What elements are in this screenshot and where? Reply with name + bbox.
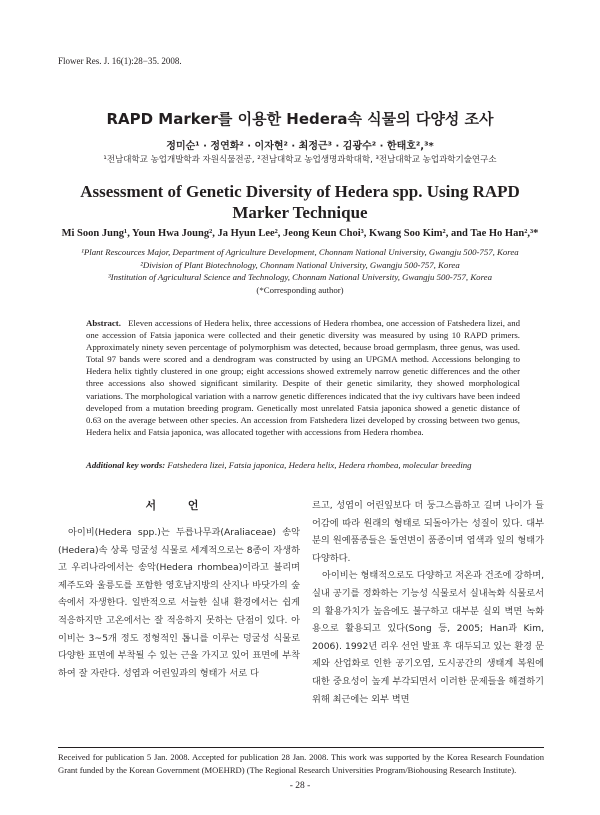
korean-title: RAPD Marker를 이용한 Hedera속 식물의 다양성 조사 xyxy=(106,110,494,128)
english-authors: Mi Soon Jung¹, Youn Hwa Joung², Ja Hyun Lee², Jeong Keun Choi³, Kwang Soo Kim², and Tae Ho Han²,³* xyxy=(61,228,539,239)
affiliation-3: ³Institution of Agricultural Science and Technology, Chonnam National University, Gwangju 500-757, Korea xyxy=(108,272,492,282)
body-paragraph: 아이비(Hedera spp.)는 두릅나무과(Araliaceae) 송악(Hedera)속 상록 덩굴성 식물로 세계적으로는 8종이 자생하고 우리나라에서는 송악(Hedera rhombea)이라고 불리며 제주도와 울릉도를 포함한 영호남지방의 산지나 바닷가의 숲 속에서 자생한다. 일반적으로 서늘한 실내 환경에서는 쉽게 적응하지만 고온에서는 잘 적응하지 못하는 단점이 있다. 아이비는 3~5개 정도 정형적인 톱니를 이루는 덩굴성 식물로 다양한 표면에 부착될 수 있는 근을 가지고 있어 표면에 부착하여 잘 자란다. 성엽과 어린잎과의 형태가 서로 다 xyxy=(58,527,300,679)
section-heading-introduction: 서 언 xyxy=(145,499,213,512)
abstract xyxy=(86,317,520,438)
keywords-text: Fatshedera lizei, Fatsia japonica, Hedera helix, Hedera rhombea, molecular breeding xyxy=(167,460,472,470)
body-column-right xyxy=(312,497,544,708)
korean-affiliations: ¹전남대학교 농업개발학과 자원식물전공, ²전남대학교 농업생명과학대학, ³전남대학교 농업과학기술연구소 xyxy=(103,155,497,165)
abstract-text: Eleven accessions of Hedera helix, three accessions of Hedera rhombea, one accession of Fatshedera lizei, and one accession of Fatsia japonica were collected and their genetic diversity was measured by using 10 RAPD primers. Approximately ninety seven percentage of polymorphism was detected, because broad germplasm, three genus, was used. Total 97 bands were scored and a dendrogram was constructed by using an UPGMA method. Accessions belonging to Hedera helix tightly clustered in one group; eight accessions showed extremely narrow genetic differences and the other three accessions also showed significant similarity. Despite of their genetic similarity, they showed morphological variations. The morphological variation with a narrow genetic differences indicated that the ivy cultivars have been indeed developed from a mutation breeding program. Genetically most unrelated Fatsia japonica showed a genetic distance of 0.63 on the average between other species. An accession from Fatshedera lizei developed by crossing between two genus, Hedera helix and Fatsia japonica, was allocated together with accessions from Hedera rhombea. xyxy=(86,318,520,437)
journal-reference: Flower Res. J. 16(1):28−35. 2008. xyxy=(58,56,182,66)
affiliation-2: ²Division of Plant Biotechnology, Chonnam National University, Gwangju 500-757, Korea xyxy=(140,259,460,270)
abstract-label: Abstract. xyxy=(86,318,121,328)
body-paragraph: 르고, 성엽이 어린잎보다 더 둥그스름하고 길며 나이가 들어감에 따라 원래의 형태로 되돌아가는 성질이 있다. 대부분의 원예품종들은 돌연변이 품종이며 엽색과 잎의 형태가 다양하다. xyxy=(312,500,544,564)
corresponding-author-note: (*Corresponding author) xyxy=(256,284,344,295)
page-number: - 28 - xyxy=(289,781,311,791)
korean-authors: 정미순¹ · 정연화² · 이자현² · 최정근³ · 김광수² · 한태호²,³* xyxy=(166,141,434,152)
english-title: Assessment of Genetic Diversity of Hedera spp. Using RAPD Marker Technique xyxy=(80,182,520,222)
body-paragraph: 아이비는 형태적으로도 다양하고 저온과 건조에 강하며, 실내 공기를 정화하는 기능성 식물로서 실내녹화 식물로서의 활용가치가 높음에도 불구하고 대부분 실외 벽면 녹화용으로 활용되고 있다(Song 등, 2005; Han과 Kim, 2006). 1992년 리우 선언 발표 후 대두되고 있는 환경 문제와 산업화로 인한 공기오염, 도시공간의 생태계 복원에 대한 중요성이 높게 부각되면서 이러한 문제들을 해결하기 위해 최근에는 외부 벽면 xyxy=(312,570,544,705)
keywords xyxy=(86,460,520,470)
english-affiliations xyxy=(40,246,560,296)
affiliation-1: ¹Plant Rescources Major, Department of Agriculture Development, Chonnam National University, Gwangju 500-757, Korea xyxy=(81,247,519,257)
keywords-label: Additional key words: xyxy=(86,460,166,470)
footnote: Received for publication 5 Jan. 2008. Accepted for publication 28 Jan. 2008. This work was supported by the Korea Research Foundation Grant funded by the Korean Government (MOEHRD) (The Regional Research Universities Program/Biohousing Research Institute). xyxy=(58,752,544,775)
footnote-divider xyxy=(58,747,544,748)
body-column-left xyxy=(58,524,300,682)
